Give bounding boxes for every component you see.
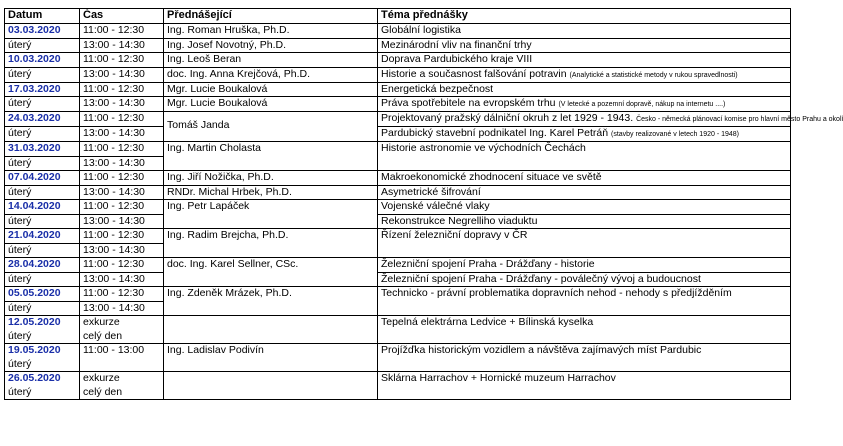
lecturer-cell: doc. Ing. Karel Sellner, CSc. [164, 258, 378, 287]
topic-cell: Tepelná elektrárna Ledvice + Bílinská kyselka [378, 316, 791, 344]
lecturer-cell: Tomáš Janda [164, 112, 378, 142]
topic-cell: Železniční spojení Praha - Drážďany - historie [378, 258, 791, 273]
date-cell: 14.04.2020 [5, 200, 80, 215]
table-row [5, 344, 791, 358]
topic-cell: Řízení železniční dopravy v ČR [378, 229, 791, 258]
table-row [5, 316, 791, 330]
time-cell: 13:00 - 14:30 [80, 301, 164, 316]
topic-note: Česko - německá plánovací komise pro hlavní město Prahu a okolí [636, 116, 843, 123]
weekday-cell: úterý [5, 386, 80, 400]
weekday-cell: úterý [5, 330, 80, 344]
lecture-schedule-table [4, 8, 843, 400]
lecturer-cell [164, 372, 378, 400]
topic-text: Projektovaný pražský dálniční okruh z let 1929 - 1943. [381, 112, 634, 124]
topic-note: (V letecké a pozemní dopravě, nákup na internetu ....) [558, 101, 726, 108]
table-row [5, 185, 791, 200]
header-time: Čas [80, 9, 164, 24]
table-row [5, 67, 791, 82]
time-cell: 11:00 - 12:30 [80, 287, 164, 302]
topic-cell: Technicko - právní problematika dopravních nehod - nehody s předjížděním [378, 287, 791, 316]
topic-cell: Vojenské válečné vlaky [378, 200, 791, 215]
time-cell: 11:00 - 13:00 [80, 344, 164, 372]
lecturer-cell: doc. Ing. Anna Krejčová, Ph.D. [164, 67, 378, 82]
weekday-cell: úterý [5, 127, 80, 142]
topic-cell: Sklárna Harrachov + Hornické muzeum Harrachov [378, 372, 791, 400]
topic-text: Pardubický stavební podnikatel Ing. Karel Petráň [381, 127, 609, 139]
table-row [5, 82, 791, 97]
table-row [5, 53, 791, 68]
table-row [5, 214, 791, 229]
time-cell: celý den [80, 386, 164, 400]
date-cell: 26.05.2020 [5, 372, 80, 386]
weekday-cell: úterý [5, 185, 80, 200]
lecturer-cell: Ing. Roman Hruška, Ph.D. [164, 24, 378, 39]
weekday-cell: úterý [5, 156, 80, 171]
time-cell: 11:00 - 12:30 [80, 53, 164, 68]
lecturer-cell: Mgr. Lucie Boukalová [164, 97, 378, 112]
table-row [5, 97, 791, 112]
time-cell: 11:00 - 12:30 [80, 229, 164, 244]
date-cell: 21.04.2020 [5, 229, 80, 244]
time-cell: exkurze [80, 316, 164, 330]
date-cell: 12.05.2020 [5, 316, 80, 330]
topic-cell [378, 67, 791, 82]
topic-cell [378, 127, 791, 142]
topic-cell: Železniční spojení Praha - Drážďany - poválečný vývoj a budoucnost [378, 272, 791, 287]
table-row [5, 200, 791, 215]
table-row [5, 38, 791, 53]
weekday-cell: úterý [5, 97, 80, 112]
header-topic: Téma přednášky [378, 9, 791, 24]
lecturer-cell: Ing. Leoš Beran [164, 53, 378, 68]
topic-text: Práva spotřebitele na evropském trhu [381, 97, 556, 109]
time-cell: 11:00 - 12:30 [80, 82, 164, 97]
topic-cell: Historie astronomie ve východních Čechách [378, 142, 791, 171]
table-row [5, 372, 791, 386]
topic-text: Historie a současnost falšování potravin [381, 67, 567, 80]
table-row [5, 229, 791, 244]
topic-cell: Energetická bezpečnost [378, 82, 791, 97]
topic-cell: Asymetrické šifrování [378, 185, 791, 200]
time-cell: 11:00 - 12:30 [80, 200, 164, 215]
time-cell: 11:00 - 12:30 [80, 258, 164, 273]
lecturer-cell: Ing. Zdeněk Mrázek, Ph.D. [164, 287, 378, 316]
time-cell: 13:00 - 14:30 [80, 214, 164, 229]
lecturer-cell: Ing. Petr Lapáček [164, 200, 378, 229]
topic-note: (Analytické a statistické metody v rukou spravedlnosti) [569, 71, 738, 79]
topic-cell: Globální logistika [378, 24, 791, 39]
time-cell: celý den [80, 330, 164, 344]
weekday-cell: úterý [5, 38, 80, 53]
header-lecturer: Přednášející [164, 9, 378, 24]
time-cell: 13:00 - 14:30 [80, 185, 164, 200]
table-row [5, 272, 791, 287]
time-cell: 11:00 - 12:30 [80, 112, 164, 127]
weekday-cell: úterý [5, 272, 80, 287]
table-row [5, 171, 791, 186]
topic-cell: Projížďka historickým vozidlem a návštěva zajímavých míst Pardubic [378, 344, 791, 372]
date-cell: 05.05.2020 [5, 287, 80, 302]
table-row [5, 24, 791, 39]
lecturer-cell [164, 316, 378, 344]
lecturer-cell: Ing. Martin Cholasta [164, 142, 378, 171]
weekday-cell: úterý [5, 67, 80, 82]
time-cell: 13:00 - 14:30 [80, 38, 164, 53]
date-cell: 10.03.2020 [5, 53, 80, 68]
lecturer-cell: Mgr. Lucie Boukalová [164, 82, 378, 97]
topic-cell [378, 97, 791, 112]
time-cell: 13:00 - 14:30 [80, 243, 164, 258]
time-cell: exkurze [80, 372, 164, 386]
time-cell: 13:00 - 14:30 [80, 67, 164, 82]
date-cell: 24.03.2020 [5, 112, 80, 127]
table-row [5, 127, 791, 142]
table-row [5, 287, 791, 302]
time-cell: 13:00 - 14:30 [80, 272, 164, 287]
table-row [5, 258, 791, 273]
topic-cell: Rekonstrukce Negrelliho viaduktu [378, 214, 791, 229]
lecturer-cell: Ing. Jiří Nožička, Ph.D. [164, 171, 378, 186]
time-cell: 13:00 - 14:30 [80, 127, 164, 142]
date-cell: 03.03.2020 [5, 24, 80, 39]
lecturer-cell: Ing. Ladislav Podivín [164, 344, 378, 372]
topic-cell: Doprava Pardubického kraje VIII [378, 53, 791, 68]
date-cell: 07.04.2020 [5, 171, 80, 186]
topic-cell [378, 112, 843, 127]
time-cell: 11:00 - 12:30 [80, 142, 164, 157]
time-cell: 11:00 - 12:30 [80, 24, 164, 39]
date-cell: 19.05.2020 [5, 344, 80, 358]
lecturer-cell: RNDr. Michal Hrbek, Ph.D. [164, 185, 378, 200]
weekday-cell: úterý [5, 301, 80, 316]
header-date: Datum [5, 9, 80, 24]
time-cell: 13:00 - 14:30 [80, 97, 164, 112]
table-row [5, 142, 791, 157]
weekday-cell: úterý [5, 214, 80, 229]
weekday-cell: úterý [5, 358, 80, 372]
weekday-cell: úterý [5, 243, 80, 258]
time-cell: 13:00 - 14:30 [80, 156, 164, 171]
table-row [5, 112, 791, 127]
lecturer-cell: Ing. Radim Brejcha, Ph.D. [164, 229, 378, 258]
topic-cell: Makroekonomické zhodnocení situace ve světě [378, 171, 791, 186]
time-cell: 11:00 - 12:30 [80, 171, 164, 186]
date-cell: 31.03.2020 [5, 142, 80, 157]
date-cell: 17.03.2020 [5, 82, 80, 97]
date-cell: 28.04.2020 [5, 258, 80, 273]
topic-cell: Mezinárodní vliv na finanční trhy [378, 38, 791, 53]
header-row [5, 9, 791, 24]
lecturer-cell: Ing. Josef Novotný, Ph.D. [164, 38, 378, 53]
topic-note: (stavby realizované v letech 1920 - 1948) [610, 131, 740, 138]
